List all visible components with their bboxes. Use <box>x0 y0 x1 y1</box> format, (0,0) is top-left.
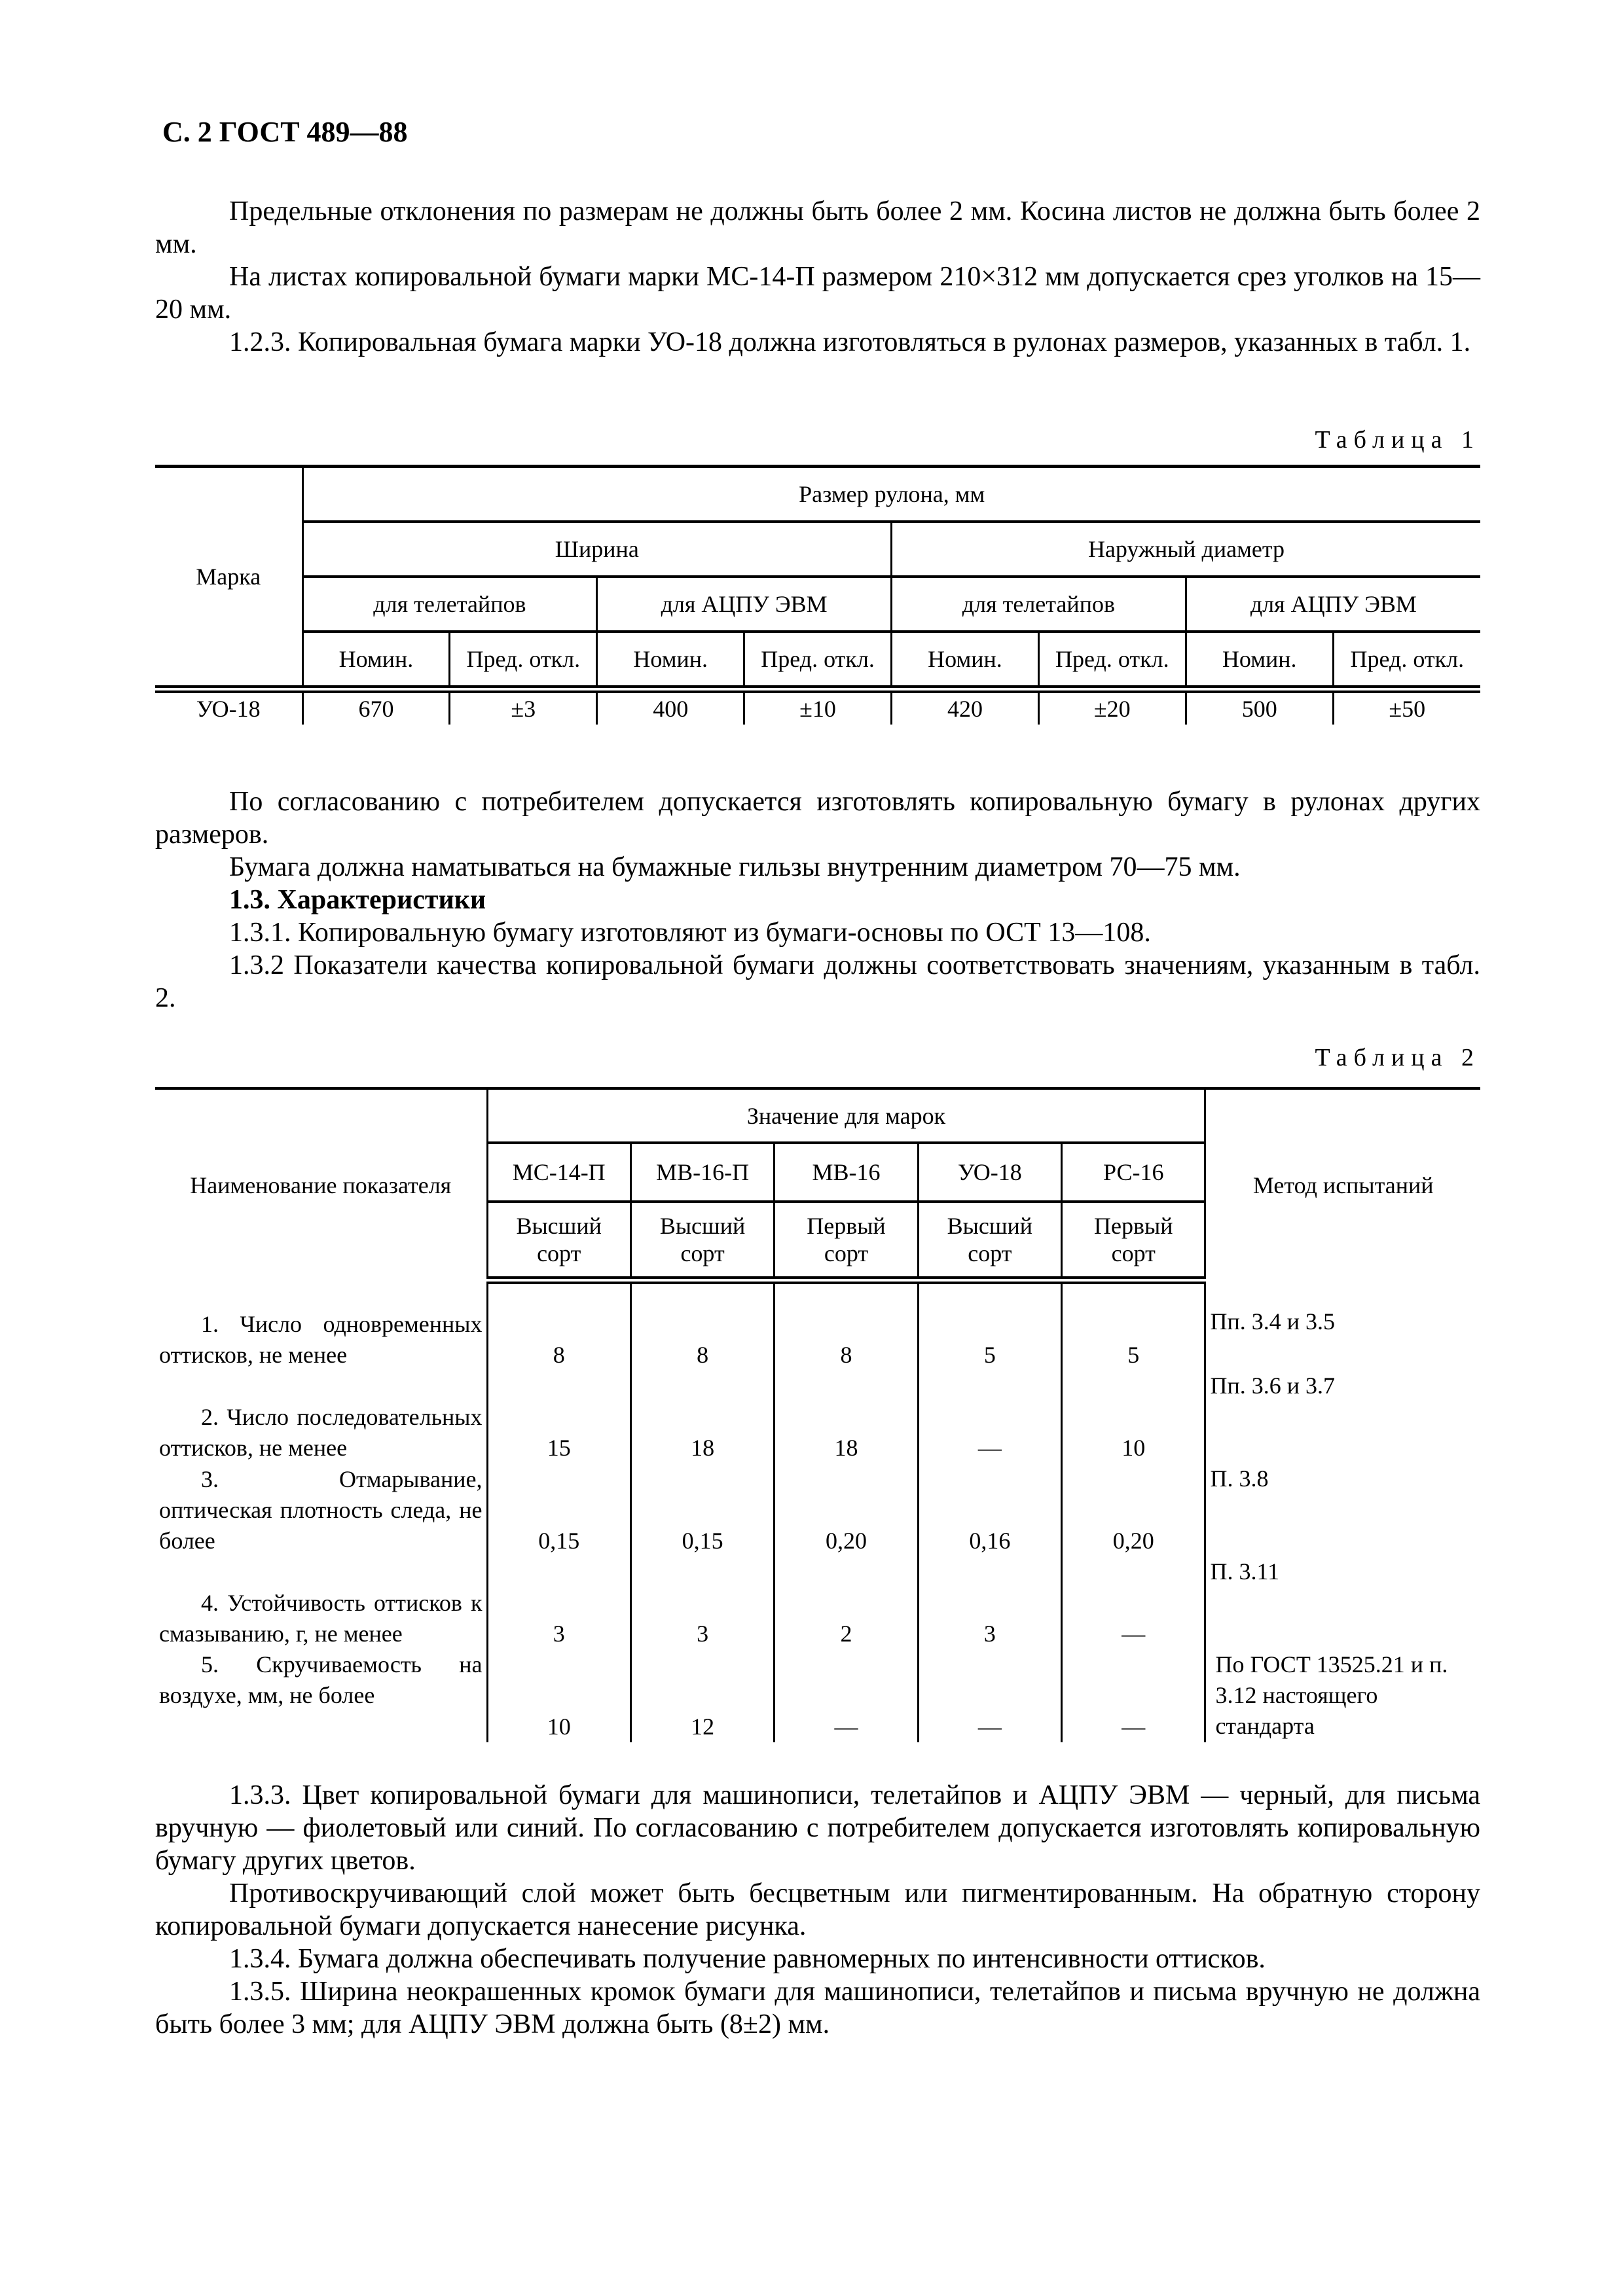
cell: 2 <box>775 1556 918 1649</box>
cell: 0,15 <box>630 1463 774 1556</box>
deviation-header: Пред. откл. <box>744 632 892 689</box>
cell: 500 <box>1186 689 1333 725</box>
paragraph: На листах копировальной бумаги марки МС-14-П размером 210×312 мм допускается срез уголков на 15—20 мм. <box>155 262 1480 325</box>
cell: 0,20 <box>775 1463 918 1556</box>
acpu-header: для АЦПУ ЭВМ <box>1186 577 1480 632</box>
cell: 8 <box>630 1306 774 1371</box>
final-text <box>155 1779 1480 2041</box>
indicator-name: 4. Устойчивость оттисков к смазыванию, г, не менее <box>159 1590 483 1647</box>
grade: Первый сорт <box>1062 1202 1205 1280</box>
table-row <box>155 1306 1480 1371</box>
cell: — <box>918 1371 1061 1463</box>
cell: 0,20 <box>1062 1463 1205 1556</box>
table-row <box>155 1649 1480 1742</box>
cell: 8 <box>487 1306 630 1371</box>
teletype-header: для телетайпов <box>892 577 1186 632</box>
nominal-header: Номин. <box>1186 632 1333 689</box>
col-method: Метод испытаний <box>1205 1088 1480 1280</box>
cell: ±3 <box>450 689 597 725</box>
grade: Высший сорт <box>487 1202 630 1280</box>
cell: — <box>1062 1556 1205 1649</box>
middle-text <box>155 785 1480 1014</box>
cell: 420 <box>892 689 1039 725</box>
method: П. 3.11 <box>1205 1556 1480 1649</box>
cell: 400 <box>597 689 744 725</box>
cell: УО-18 <box>155 689 302 725</box>
brand: РС-16 <box>1062 1143 1205 1202</box>
cell: — <box>775 1649 918 1742</box>
cell: 670 <box>302 689 450 725</box>
method: Пп. 3.4 и 3.5 <box>1205 1306 1480 1371</box>
paragraph: 1.3.1. Копировальную бумагу изготовляют из бумаги-основы по ОСТ 13—108. <box>229 918 1151 948</box>
nominal-header: Номин. <box>892 632 1039 689</box>
cell: 0,15 <box>487 1463 630 1556</box>
cell: 12 <box>630 1649 774 1742</box>
brand: МВ-16 <box>775 1143 918 1202</box>
acpu-header: для АЦПУ ЭВМ <box>597 577 892 632</box>
indicator-name: 2. Число последовательных оттисков, не менее <box>159 1404 483 1461</box>
table-1 <box>155 465 1480 725</box>
cell: 0,16 <box>918 1463 1061 1556</box>
paragraph: 1.3.3. Цвет копировальной бумаги для машинописи, телетайпов и АЦПУ ЭВМ — черный, для письма вручную — фиолетовый или синий. По согласованию с потребителем допускается изготовлять копировальную бумагу других цветов. <box>155 1780 1480 1876</box>
col-mark: Марка <box>196 564 261 590</box>
cell: 8 <box>775 1306 918 1371</box>
cell: ±50 <box>1333 689 1480 725</box>
cell: 3 <box>487 1556 630 1649</box>
paragraph: По согласованию с потребителем допускается изготовлять копировальную бумагу в рулонах других размеров. <box>155 787 1480 850</box>
grade: Высший сорт <box>630 1202 774 1280</box>
table-row <box>155 1371 1480 1463</box>
deviation-header: Пред. откл. <box>1038 632 1186 689</box>
indicator-name: 1. Число одновременных оттисков, не менее <box>159 1311 483 1368</box>
col-name: Наименование показателя <box>190 1172 452 1198</box>
paragraph: 1.3.4. Бумага должна обеспечивать получение равномерных по интенсивности оттисков. <box>229 1944 1266 1974</box>
cell: 10 <box>1062 1371 1205 1463</box>
table2-caption: Таблица 2 <box>1315 1044 1480 1071</box>
nominal-header: Номин. <box>597 632 744 689</box>
cell: — <box>1062 1649 1205 1742</box>
table-2 <box>155 1087 1480 1742</box>
roll-size-header: Размер рулона, мм <box>302 467 1480 522</box>
cell: ±10 <box>744 689 892 725</box>
deviation-header: Пред. откл. <box>1333 632 1480 689</box>
cell: 10 <box>487 1649 630 1742</box>
paragraph: 1.3.2 Показатели качества копировальной бумаги должны соответствовать значениям, указанным в табл. 2. <box>155 950 1480 1013</box>
paragraph: Противоскручивающий слой может быть бесцветным или пигментированным. На обратную сторону копировальной бумаги допускается нанесение рисунка. <box>155 1878 1480 1941</box>
method: П. 3.8 <box>1205 1463 1480 1556</box>
cell: 18 <box>775 1371 918 1463</box>
paragraph: Бумага должна наматываться на бумажные гильзы внутренним диаметром 70—75 мм. <box>229 852 1241 882</box>
method: Пп. 3.6 и 3.7 <box>1205 1371 1480 1463</box>
page-header: С. 2 ГОСТ 489—88 <box>162 116 408 148</box>
indicator-name: 5. Скручиваемость на воздухе, мм, не более <box>159 1651 483 1708</box>
cell: 5 <box>1062 1306 1205 1371</box>
cell: 3 <box>630 1556 774 1649</box>
nominal-header: Номин. <box>302 632 450 689</box>
width-header: Ширина <box>302 522 892 577</box>
intro-text <box>155 195 1480 359</box>
table-row <box>155 689 1480 725</box>
deviation-header: Пред. откл. <box>450 632 597 689</box>
brand: МВ-16-П <box>630 1143 774 1202</box>
grade: Высший сорт <box>918 1202 1061 1280</box>
paragraph: 1.3.5. Ширина неокрашенных кромок бумаги для машинописи, телетайпов и письма вручную не должна быть более 3 мм; для АЦПУ ЭВМ должна быть (8±2) мм. <box>155 1977 1480 2039</box>
brand: МС-14-П <box>487 1143 630 1202</box>
method: По ГОСТ 13525.21 и п. 3.12 настоящего стандарта <box>1205 1649 1480 1742</box>
cell: ±20 <box>1038 689 1186 725</box>
cell: 18 <box>630 1371 774 1463</box>
table-row <box>155 1556 1480 1649</box>
cell: — <box>918 1649 1061 1742</box>
cell: 15 <box>487 1371 630 1463</box>
brand: УО-18 <box>918 1143 1061 1202</box>
paragraph: Предельные отклонения по размерам не должны быть более 2 мм. Косина листов не должна быть более 2 мм. <box>155 196 1480 259</box>
paragraph: 1.2.3. Копировальная бумага марки УО-18 должна изготовляться в рулонах размеров, указанных в табл. 1. <box>229 327 1471 357</box>
table-row <box>155 1463 1480 1556</box>
indicator-name: 3. Отмарывание, оптическая плотность следа, не более <box>159 1466 483 1554</box>
section-heading: 1.3. Характеристики <box>229 885 486 915</box>
grade: Первый сорт <box>775 1202 918 1280</box>
values-header: Значение для марок <box>487 1088 1205 1143</box>
teletype-header: для телетайпов <box>302 577 597 632</box>
diameter-header: Наружный диаметр <box>892 522 1481 577</box>
cell: 3 <box>918 1556 1061 1649</box>
table1-caption: Таблица 1 <box>1315 426 1480 454</box>
cell: 5 <box>918 1306 1061 1371</box>
